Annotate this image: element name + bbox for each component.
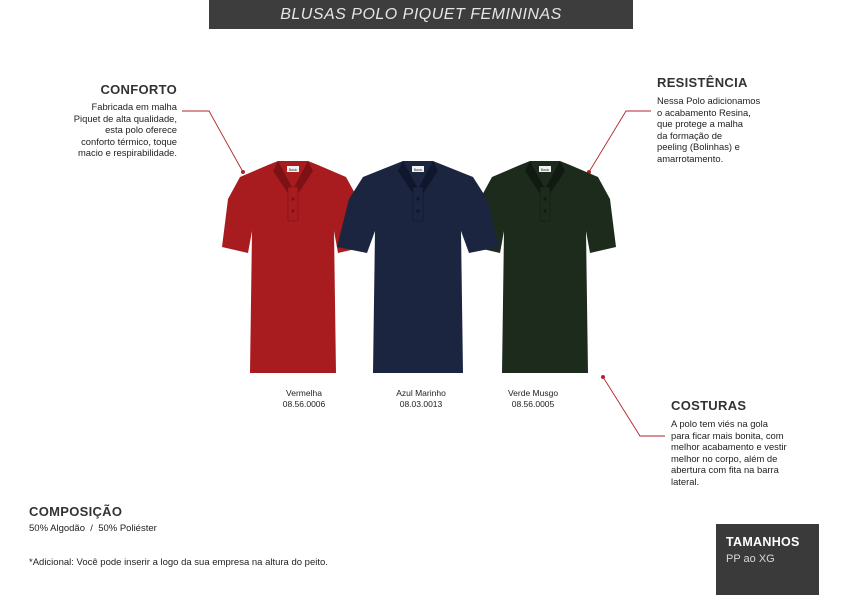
product-code: 08.56.0005 bbox=[511, 399, 555, 409]
sizes-box bbox=[716, 524, 819, 595]
costuras-heading: COSTURAS bbox=[671, 398, 747, 413]
additional-note: *Adicional: Você pode inserir a logo da sua empresa na altura do peito. bbox=[29, 557, 328, 568]
conforto-line: esta polo oferece bbox=[105, 124, 177, 136]
conforto-heading: CONFORTO bbox=[100, 82, 177, 97]
product-caption-azul-marinho bbox=[376, 388, 466, 410]
sizes-heading: TAMANHOS bbox=[726, 535, 800, 549]
resistencia-line: da formação de bbox=[657, 129, 723, 141]
product-name: Vermelha bbox=[286, 388, 322, 398]
composicao-heading: COMPOSIÇÃO bbox=[29, 504, 123, 519]
resistencia-line: amarrotamento. bbox=[657, 152, 724, 164]
product-code: 08.56.0006 bbox=[282, 399, 326, 409]
sizes-range: PP ao XG bbox=[726, 553, 775, 565]
costuras-line: melhor no corpo, além de bbox=[671, 452, 778, 464]
conforto-line: Piquet de alta qualidade, bbox=[73, 112, 177, 124]
shirt-tag-label: Basic bbox=[413, 168, 423, 172]
product-name: Verde Musgo bbox=[507, 388, 559, 398]
polo-shirt-azul-marinho bbox=[336, 155, 500, 380]
resistencia-line: peeling (Bolinhas) e bbox=[657, 141, 740, 153]
costuras-connector bbox=[603, 377, 665, 436]
composicao-text: 50% Algodão / 50% Poliéster bbox=[29, 523, 157, 534]
costuras-line: melhor acabamento e vestir bbox=[671, 441, 787, 453]
shirt-tag-label: Basic bbox=[288, 168, 298, 172]
conforto-line: macio e respirabilidade. bbox=[77, 147, 177, 159]
conforto-line: Fabricada em malha bbox=[91, 101, 177, 112]
product-name: Azul Marinho bbox=[396, 388, 446, 398]
resistencia-line: que protege a malha bbox=[657, 118, 744, 130]
product-caption-verde-musgo bbox=[488, 388, 578, 410]
product-code: 08.03.0013 bbox=[399, 399, 443, 409]
resistencia-line: o acabamento Resina, bbox=[657, 106, 751, 118]
costuras-line: lateral. bbox=[671, 475, 700, 487]
costuras-line: A polo tem viés na gola bbox=[671, 418, 768, 429]
resistencia-heading: RESISTÊNCIA bbox=[657, 75, 748, 90]
costuras-line: abertura com fita na barra bbox=[671, 464, 779, 476]
conforto-line: conforto térmico, toque bbox=[81, 135, 177, 147]
shirt-tag-label: Basic bbox=[540, 168, 550, 172]
product-caption-vermelha bbox=[259, 388, 349, 410]
costuras-line: para ficar mais bonita, com bbox=[671, 429, 784, 441]
page-title: BLUSAS POLO PIQUET FEMININAS bbox=[209, 0, 633, 29]
resistencia-line: Nessa Polo adicionamos bbox=[657, 95, 761, 106]
